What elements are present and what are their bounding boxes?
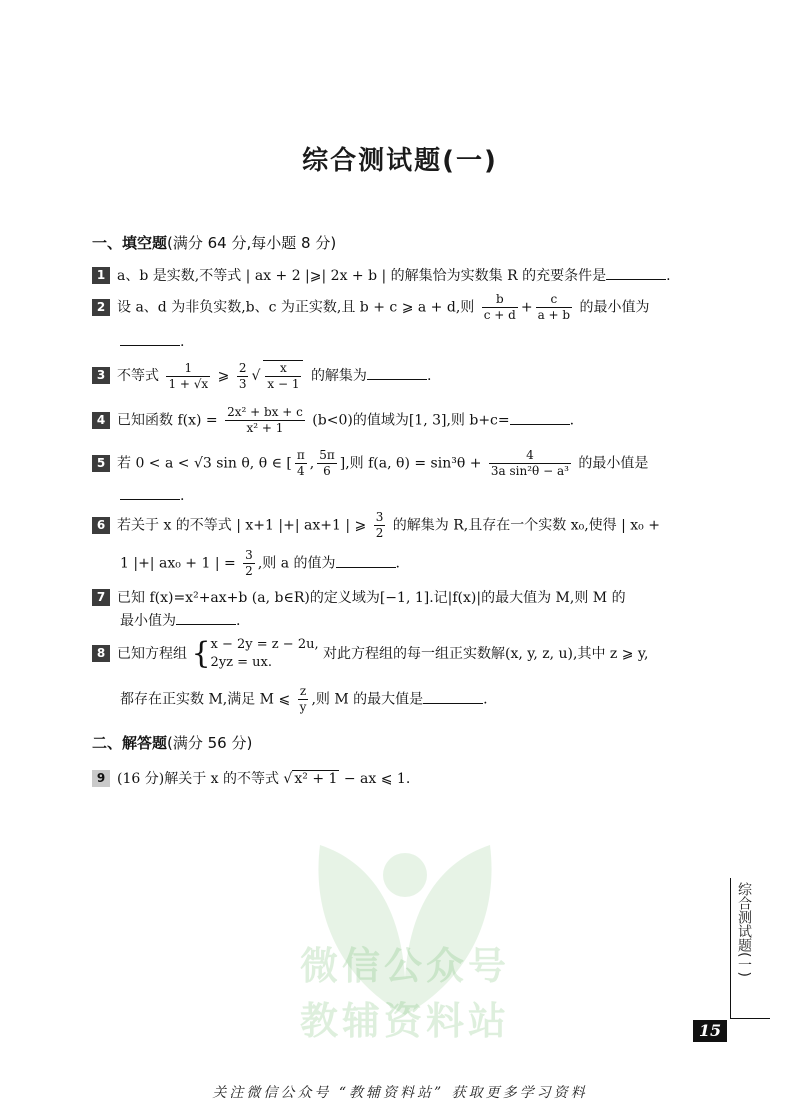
question-6-line2: 1 |+| ax₀ + 1 | = $\frac{3}{2}$ ,则 a 的值为 . — [120, 548, 400, 578]
fraction: $\frac{4}{\text{3a sin²θ − a³}}$ — [490, 448, 569, 478]
fraction: $\frac{\pi}{4}$ — [296, 448, 305, 478]
fraction: $\frac{2}{3}$ — [238, 360, 247, 391]
question-1: 1 a、b 是实数,不等式 | ax + 2 |⩾| 2x + b | 的解集恰为实数集 R 的充要条件是 . — [92, 265, 722, 287]
question-number: 2 — [92, 299, 110, 316]
question-number: 6 — [92, 517, 110, 534]
fraction: $\frac{z}{y}$ — [299, 684, 307, 714]
question-8-line2: 都存在正实数 M,满足 M ⩽ $\frac{z}{y}$ ,则 M 的最大值是 . — [120, 684, 488, 714]
page-number-line — [730, 1018, 770, 1019]
question-9: 9 (16 分)解关于 x 的不等式 √ x² + 1 − ax ⩽ 1. — [92, 768, 722, 790]
question-5: 5 若 0 < a < √3 sin θ, θ ∈ [ $\frac{\pi}{4}$ , $\frac{5\pi}{6}$ ],则 f(a, θ) = sin³θ + $\frac{4}{\text{3a sin²θ − a³}}$ 的最小值是 — [92, 448, 722, 479]
fraction: $\frac{1}{1 + √x}$ — [168, 360, 209, 391]
question-3: 3 不等式 $\frac{1}{1 + √x}$ ⩾ $\frac{2}{3}$ √ $\frac{x}{x - 1}$ 的解集为 . — [92, 360, 722, 392]
question-number: 3 — [92, 367, 110, 384]
fraction: $\frac{\text{2x² + bx + c}}{\text{x² + 1}}$ — [227, 405, 303, 435]
section2-heading: 二、解答题(满分 56 分) — [92, 734, 253, 752]
question-7: 7 已知 f(x)=x²+ax+b (a, b∈R)的定义域为[−1, 1].记|f(x)|的最大值为 M,则 M 的 — [92, 587, 722, 609]
answer-blank[interactable] — [120, 487, 180, 500]
watermark-line2: 教辅资料站 — [300, 999, 511, 1043]
side-tab-label: 综合测试题(一) — [736, 882, 752, 977]
fraction: $\frac{3}{2}$ — [245, 548, 253, 578]
question-2-line2: . — [120, 333, 184, 350]
question-number: 7 — [92, 589, 110, 606]
answer-blank[interactable] — [606, 267, 666, 280]
question-number: 5 — [92, 455, 110, 472]
answer-blank[interactable] — [367, 367, 427, 380]
watermark-line1: 微信公众号 — [300, 944, 511, 988]
fraction: $\frac{b}{c + d}$ — [483, 292, 516, 322]
question-number: 9 — [92, 770, 110, 787]
question-7-line2: 最小值为 . — [120, 613, 241, 629]
radical-fraction: $\frac{x}{x - 1}$ — [263, 360, 303, 392]
fraction: $\frac{5\pi}{6}$ — [319, 448, 335, 478]
fraction: $\frac{c}{a + b}$ — [537, 292, 571, 322]
question-8: 8 已知方程组 { x − 2y = z − 2u, 2yz = ux. 对此方程组的每一组正实数解(x, y, z, u),其中 z ⩾ y, — [92, 636, 722, 672]
question-number: 4 — [92, 412, 110, 429]
page-title: 综合测试题(一) — [302, 146, 498, 176]
answer-blank[interactable] — [336, 555, 396, 568]
question-4: 4 已知函数 f(x) = $\frac{\text{2x² + bx + c}}{\text{x² + 1}}$ (b<0)的值域为[1, 3],则 b+c= . — [92, 405, 722, 436]
section1-heading: 一、填空题(满分 64 分,每小题 8 分) — [92, 234, 337, 252]
answer-blank[interactable] — [423, 691, 483, 704]
equation-system: x − 2y = z − 2u, 2yz = ux. — [210, 637, 319, 670]
question-number: 8 — [92, 645, 110, 662]
answer-blank[interactable] — [510, 412, 570, 425]
page-number: 15 — [693, 1020, 727, 1042]
answer-blank[interactable] — [176, 612, 236, 625]
footer-note: 关注微信公众号 “教辅资料站” 获取更多学习资料 — [212, 1085, 588, 1101]
question-5-line2: . — [120, 487, 184, 504]
question-2: 2 设 a、d 为非负实数,b、c 为正实数,且 b + c ⩾ a + d,则 $\frac{b}{c + d}$ + $\frac{c}{a + b}$ 的最小值为 — [92, 292, 722, 323]
fraction: $\frac{3}{2}$ — [375, 510, 384, 540]
question-number: 1 — [92, 267, 110, 284]
answer-blank[interactable] — [120, 333, 180, 346]
question-6: 6 若关于 x 的不等式 | x+1 |+| ax+1 | ⩾ $\frac{3}{2}$ 的解集为 R,且存在一个实数 x₀,使得 | x₀ + — [92, 510, 722, 541]
